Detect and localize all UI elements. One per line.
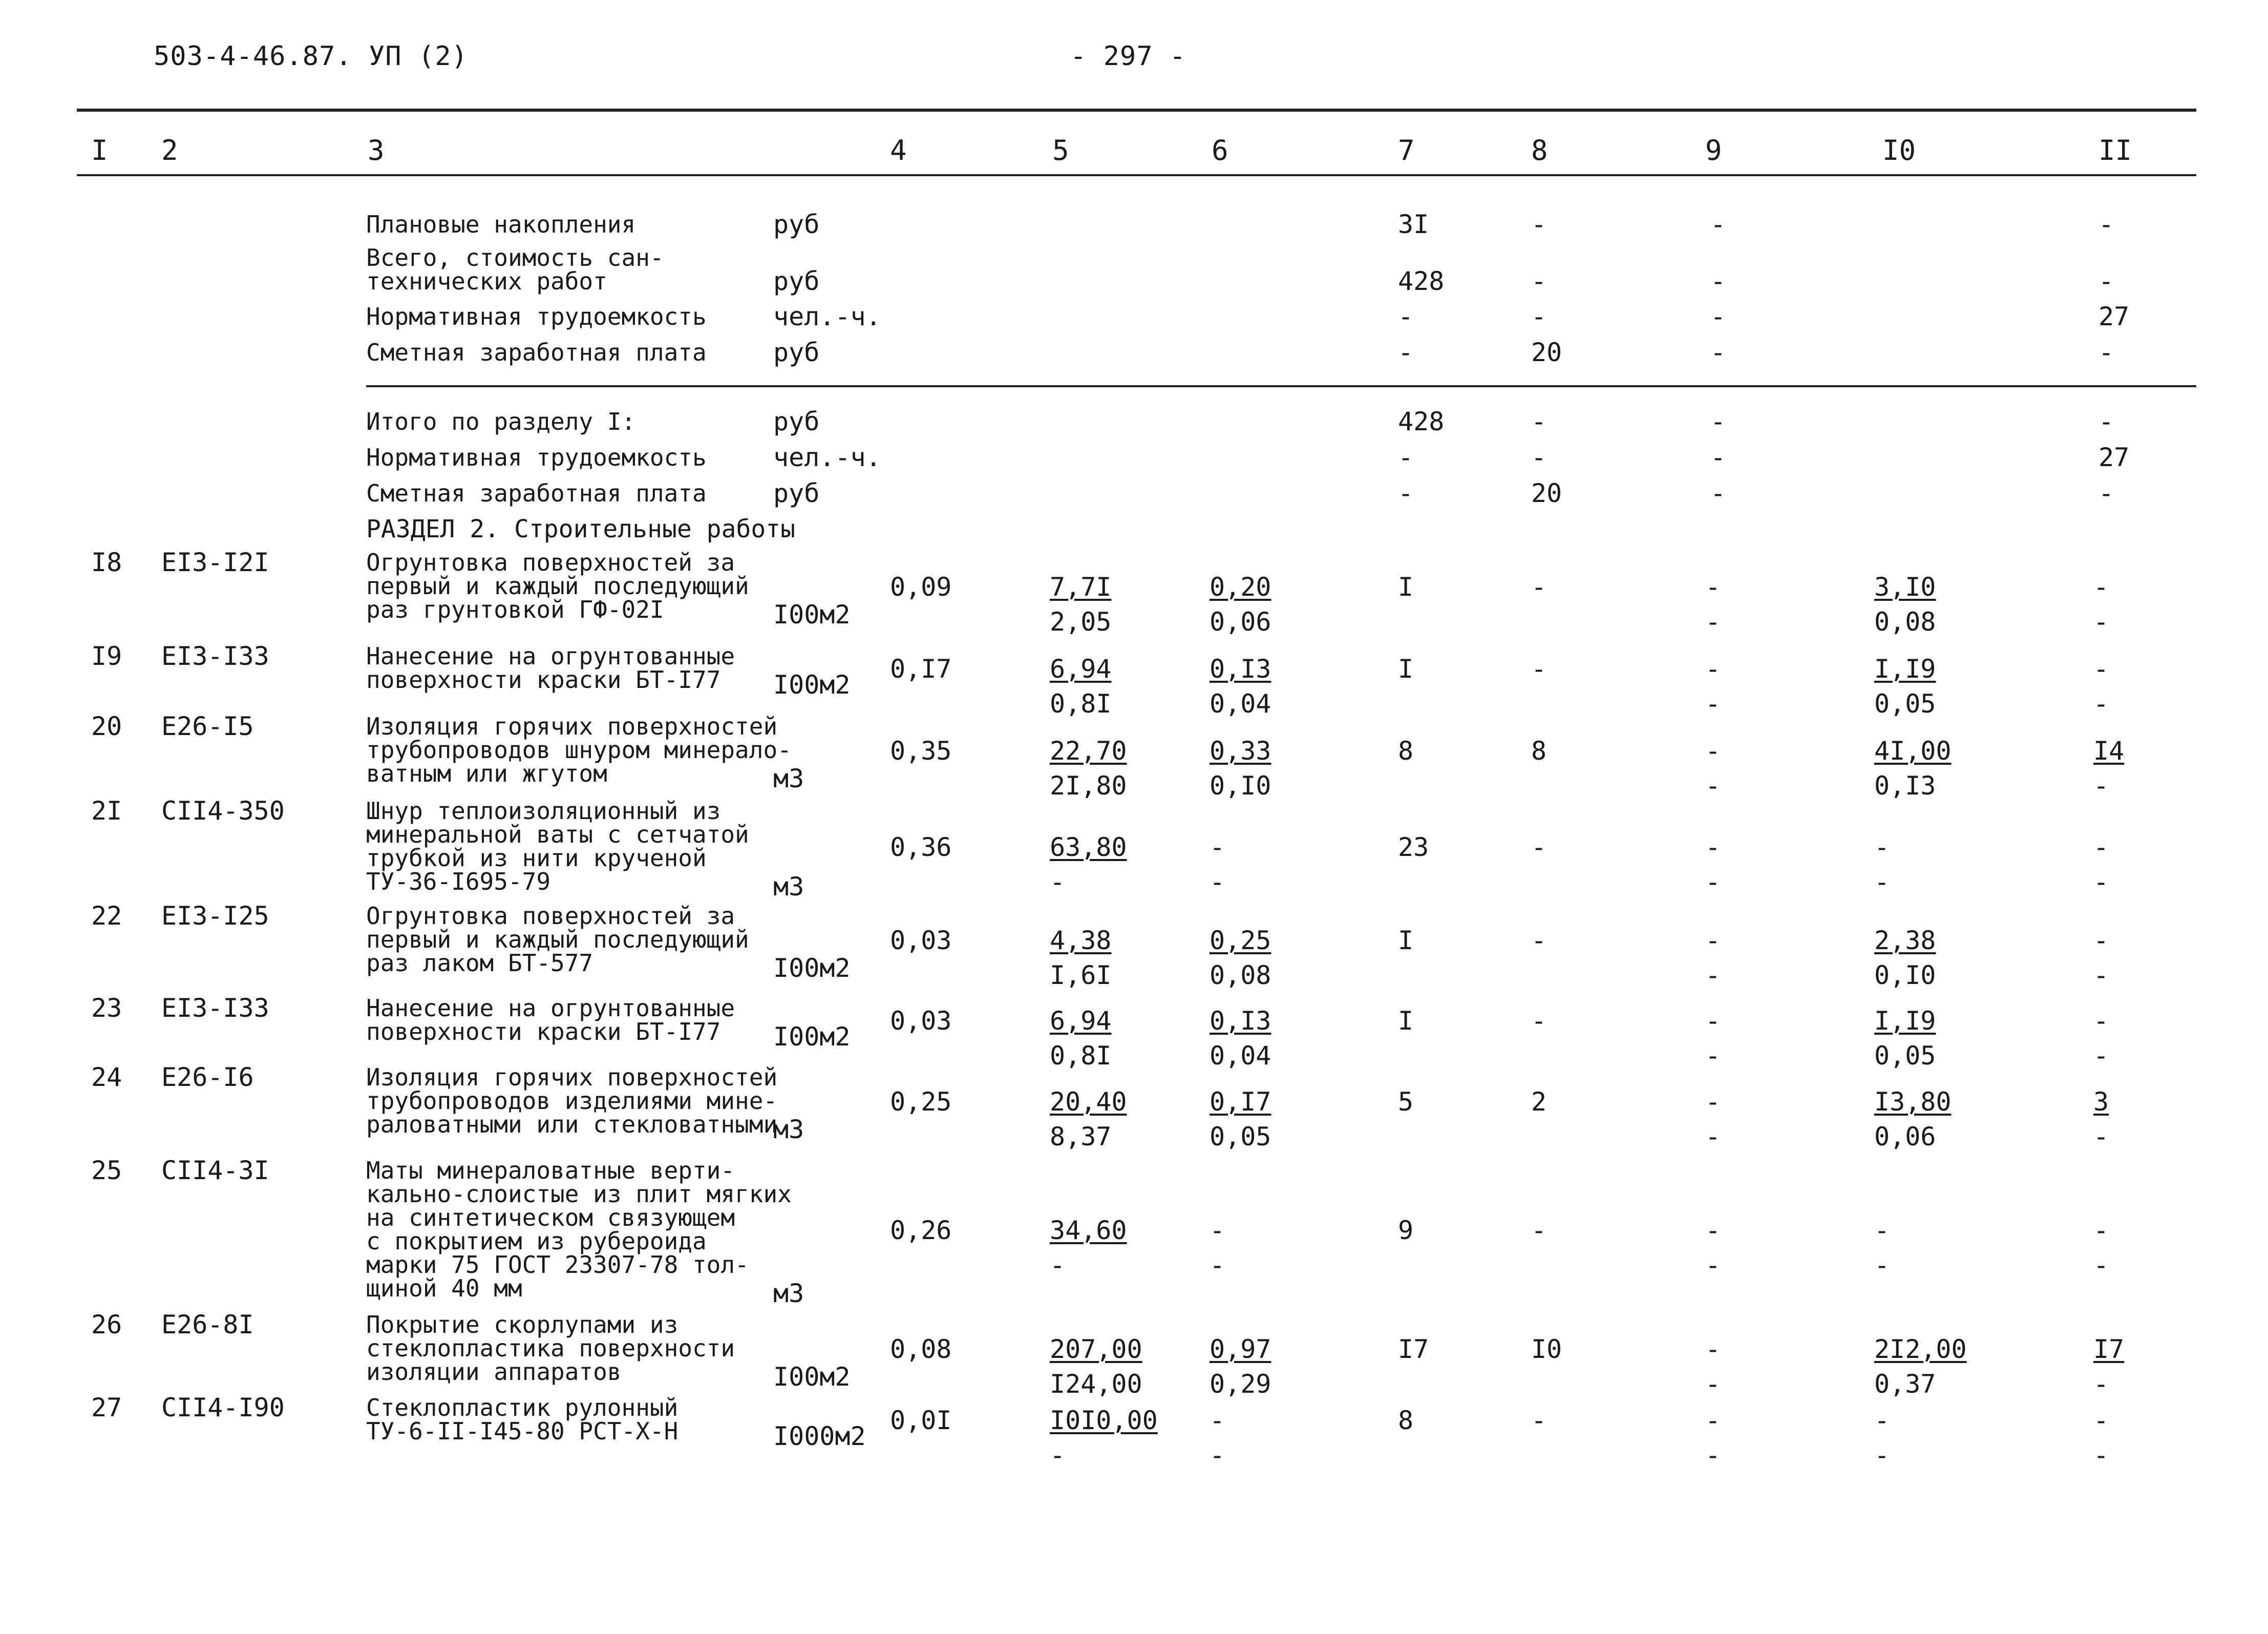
col-header: I [91,134,108,166]
col-header: 7 [1398,134,1415,166]
item-unit-cost-price: 4,38 [1050,926,1112,955]
item-quantity: 0,25 [890,1087,952,1117]
item-unit: м3 [773,764,804,793]
item-unit-cost-wage: - [1050,1250,1066,1280]
item-number: 26 [91,1310,122,1339]
col-header: 8 [1531,134,1548,166]
item-description: Огрунтовка поверхностей за первый и каждый последующий раз лаком БТ-577 [366,902,749,977]
item-quantity: 0,08 [890,1334,952,1364]
item-code: EI3-I25 [161,901,269,931]
item-col9-wage: - [1705,1250,1721,1280]
summary-unit: чел.-ч. [773,302,881,331]
item-code: E26-I6 [161,1062,254,1092]
item-col9-price: - [1705,572,1721,602]
item-labor-total-price: - [2093,572,2109,602]
item-labor-price: 3,I0 [1874,572,1936,602]
col-header: 6 [1212,134,1228,166]
item-code: CII4-I90 [161,1393,285,1422]
item-labor-price: 4I,00 [1874,736,1952,766]
summary-col11: - [2099,338,2114,367]
item-machine-cost-wage: 0,I0 [1210,771,1271,801]
item-unit-cost-wage: 2,05 [1050,607,1112,637]
item-labor-total-wage: - [2093,607,2109,637]
item-machine-cost-price: 0,20 [1210,572,1271,602]
item-labor-price: - [1874,1216,1890,1245]
col-header: 4 [890,134,907,166]
col-header: I0 [1882,134,1916,166]
item-wage-total: - [1531,1216,1547,1245]
item-col9-wage: - [1705,1369,1721,1399]
item-labor-wage: 0,37 [1874,1369,1936,1399]
summary-col9: - [1710,478,1726,508]
item-description: Нанесение на огрунтованные поверхности краски БТ-I77 [366,642,735,694]
item-unit-cost-price: 63,80 [1050,832,1127,862]
item-unit: I00м2 [773,670,851,700]
item-description: Нанесение на огрунтованные поверхности краски БТ-I77 [366,994,735,1045]
item-labor-total-price: - [2093,1006,2109,1036]
summary-col7: 3I [1398,210,1429,239]
item-total-cost: 5 [1398,1087,1414,1117]
item-total-cost: I [1398,654,1414,684]
summary-col11: - [2099,210,2114,239]
summary-col11: - [2099,478,2114,508]
item-col9-price: - [1705,832,1721,862]
item-number: 27 [91,1393,122,1422]
item-labor-total-price: 3 [2093,1087,2109,1117]
item-number: 25 [91,1156,122,1185]
item-labor-total-wage: - [2093,867,2109,897]
col-header: 2 [161,134,178,166]
item-wage-total: 2 [1531,1087,1547,1117]
item-number: 2I [91,796,122,826]
item-unit-cost-wage: - [1050,867,1066,897]
item-labor-total-price: - [2093,832,2109,862]
item-wage-total: - [1531,926,1547,955]
summary-col8: - [1531,266,1547,296]
summary-col9: - [1710,407,1726,436]
item-wage-total: - [1531,1006,1547,1036]
item-labor-total-wage: - [2093,1250,2109,1280]
summary-col8: 20 [1531,478,1562,508]
item-unit-cost-price: 7,7I [1050,572,1112,602]
summary-col11: 27 [2099,302,2130,331]
item-unit-cost-wage: I,6I [1050,960,1112,990]
item-unit-cost-price: 6,94 [1050,1006,1112,1036]
item-wage-total: - [1531,654,1547,684]
col-header: 5 [1052,134,1069,166]
item-labor-total-wage: - [2093,960,2109,990]
col-header: 9 [1705,134,1722,166]
item-labor-total-wage: - [2093,1122,2109,1151]
item-labor-wage: - [1874,1250,1890,1280]
item-description: Шнур теплоизоляционный из минеральной ваты с сетчатой трубкой из нити крученой ТУ-36-I695-79 [366,797,749,895]
item-labor-total-wage: - [2093,1369,2109,1399]
item-unit: I000м2 [773,1421,866,1451]
item-unit: м3 [773,1279,804,1308]
item-col9-wage: - [1705,960,1721,990]
item-machine-cost-wage: 0,06 [1210,607,1271,637]
item-total-cost: I [1398,1006,1414,1036]
item-code: EI3-I2I [161,548,269,577]
item-wage-total: 8 [1531,736,1547,766]
item-labor-total-price: I7 [2093,1334,2125,1364]
item-col9-wage: - [1705,867,1721,897]
summary-col7: - [1398,338,1414,367]
summary-col7: 428 [1398,407,1445,436]
item-labor-total-price: - [2093,926,2109,955]
summary-col7: - [1398,478,1414,508]
item-code: EI3-I33 [161,641,269,671]
item-unit: м3 [773,1115,804,1144]
summary-col7: - [1398,302,1414,331]
summary-col11: 27 [2099,443,2130,472]
item-unit-cost-wage: 2I,80 [1050,771,1127,801]
item-quantity: 0,I7 [890,654,952,684]
item-unit-cost-wage: 8,37 [1050,1122,1112,1151]
item-machine-cost-wage: 0,08 [1210,960,1271,990]
item-quantity: 0,0I [890,1406,952,1435]
item-number: I9 [91,641,122,671]
item-wage-total: - [1531,1406,1547,1435]
item-total-cost: 8 [1398,736,1414,766]
item-number: I8 [91,548,122,577]
summary-col7: - [1398,443,1414,472]
item-total-cost: 9 [1398,1216,1414,1245]
item-code: CII4-350 [161,796,285,826]
item-col9-price: - [1705,1406,1721,1435]
item-total-cost: 23 [1398,832,1429,862]
summary-label: Плановые накопления [366,211,636,238]
item-labor-wage: - [1874,1440,1890,1470]
item-description: Маты минераловатные верти- кально-слоистые из плит мягких на синтетическом связующем с покрытием из рубероида марки 75 ГОСТ 23307-78 тол- щиной 40 мм [366,1157,792,1302]
summary-unit: руб [773,338,820,367]
item-machine-cost-price: - [1210,832,1225,862]
item-labor-price: 2I2,00 [1874,1334,1967,1364]
item-number: 22 [91,901,122,931]
item-labor-price: - [1874,832,1890,862]
item-labor-wage: 0,08 [1874,607,1936,637]
summary-col8: 20 [1531,338,1562,367]
item-col9-price: - [1705,654,1721,684]
item-wage-total: - [1531,572,1547,602]
item-unit: м3 [773,872,804,902]
item-labor-wage: 0,I3 [1874,771,1936,801]
item-quantity: 0,36 [890,832,952,862]
summary-col8: - [1531,210,1547,239]
item-code: EI3-I33 [161,993,269,1023]
item-col9-wage: - [1705,1041,1721,1071]
summary-label: Нормативная трудоемкость [366,444,707,471]
item-col9-wage: - [1705,771,1721,801]
item-labor-price: I,I9 [1874,1006,1936,1036]
item-unit: I00м2 [773,953,851,983]
item-labor-price: 2,38 [1874,926,1936,955]
item-number: 20 [91,711,122,741]
item-unit-cost-price: I0I0,00 [1050,1406,1158,1435]
item-col9-wage: - [1705,1122,1721,1151]
item-machine-cost-price: 0,I3 [1210,1006,1271,1036]
item-quantity: 0,26 [890,1216,952,1245]
item-labor-total-price: - [2093,654,2109,684]
summary-label: Итого по разделу I: [366,408,636,435]
item-labor-total-price: - [2093,1216,2109,1245]
item-unit-cost-wage: 0,8I [1050,1041,1112,1071]
item-number: 24 [91,1062,122,1092]
item-labor-wage: - [1874,867,1890,897]
summary-col9: - [1710,443,1726,472]
item-wage-total: - [1531,832,1547,862]
item-labor-price: - [1874,1406,1890,1435]
item-col9-price: - [1705,926,1721,955]
summary-label: Нормативная трудоемкость [366,303,707,330]
item-machine-cost-price: 0,I3 [1210,654,1271,684]
summary-label: Сметная заработная плата [366,339,707,366]
item-machine-cost-price: - [1210,1216,1225,1245]
summary-unit: руб [773,478,820,508]
item-unit: I00м2 [773,1362,851,1392]
item-labor-total-price: - [2093,1406,2109,1435]
summary-col9: - [1710,266,1726,296]
item-unit-cost-wage: I24,00 [1050,1369,1142,1399]
item-unit: I00м2 [773,1022,851,1052]
item-labor-price: I3,80 [1874,1087,1952,1117]
item-col9-price: - [1705,1334,1721,1364]
item-total-cost: I [1398,572,1414,602]
item-col9-wage: - [1705,689,1721,719]
item-labor-price: I,I9 [1874,654,1936,684]
item-description: Огрунтовка поверхностей за первый и каждый последующий раз грунтовкой ГФ-02I [366,549,749,623]
item-total-cost: 8 [1398,1406,1414,1435]
item-quantity: 0,03 [890,926,952,955]
item-machine-cost-wage: 0,04 [1210,689,1271,719]
summary-col9: - [1710,338,1726,367]
item-labor-wage: 0,I0 [1874,960,1936,990]
summary-unit: руб [773,210,820,239]
item-machine-cost-wage: - [1210,1250,1225,1280]
item-labor-total-price: I4 [2093,736,2125,766]
item-total-cost: I [1398,926,1414,955]
summary-col8: - [1531,443,1547,472]
summary-label: Сметная заработная плата [366,479,707,507]
item-quantity: 0,09 [890,572,952,602]
item-machine-cost-price: 0,25 [1210,926,1271,955]
item-labor-wage: 0,05 [1874,689,1936,719]
col-header: II [2099,134,2132,166]
item-labor-wage: 0,06 [1874,1122,1936,1151]
summary-label: Всего, стоимость сан- технических работ [366,244,664,295]
item-description: Стеклопластик рулонный ТУ-6-II-I45-80 РСТ-Х-Н [366,1394,679,1445]
summary-unit: чел.-ч. [773,443,881,472]
item-machine-cost-wage: - [1210,867,1225,897]
item-machine-cost-wage: 0,04 [1210,1041,1271,1071]
summary-col7: 428 [1398,266,1445,296]
item-machine-cost-wage: 0,29 [1210,1369,1271,1399]
summary-col11: - [2099,407,2114,436]
item-code: E26-8I [161,1310,254,1339]
item-col9-price: - [1705,1006,1721,1036]
item-unit-cost-price: 34,60 [1050,1216,1127,1245]
summary-col11: - [2099,266,2114,296]
summary-unit: руб [773,266,820,296]
doc-code: 503-4-46.87. УП (2) [154,41,468,72]
item-description: Покрытие скорлупами из стеклопластика поверхности изоляции аппаратов [366,1311,735,1386]
item-unit-cost-price: 22,70 [1050,736,1127,766]
summary-col9: - [1710,210,1726,239]
item-description: Изоляция горячих поверхностей трубопроводов изделиями мине- раловатными или стекловатными [366,1063,778,1138]
summary-col8: - [1531,407,1547,436]
item-machine-cost-price: 0,33 [1210,736,1271,766]
item-unit-cost-wage: - [1050,1440,1066,1470]
item-unit-cost-wage: 0,8I [1050,689,1112,719]
item-quantity: 0,35 [890,736,952,766]
item-labor-total-wage: - [2093,689,2109,719]
item-machine-cost-price: 0,I7 [1210,1087,1271,1117]
item-number: 23 [91,993,122,1023]
section-title: РАЗДЕЛ 2. Строительные работы [366,515,796,543]
item-col9-price: - [1705,1087,1721,1117]
item-machine-cost-wage: - [1210,1440,1225,1470]
item-labor-total-wage: - [2093,1041,2109,1071]
item-code: CII4-3I [161,1156,269,1185]
item-labor-total-wage: - [2093,771,2109,801]
item-machine-cost-wage: 0,05 [1210,1122,1271,1151]
item-labor-wage: 0,05 [1874,1041,1936,1071]
summary-col9: - [1710,302,1726,331]
item-description: Изоляция горячих поверхностей трубопроводов шнуром минерало- ватным или жгутом [366,713,792,787]
item-col9-price: - [1705,736,1721,766]
item-machine-cost-price: - [1210,1406,1225,1435]
item-col9-price: - [1705,1216,1721,1245]
item-unit-cost-price: 6,94 [1050,654,1112,684]
item-total-cost: I7 [1398,1334,1429,1364]
item-labor-total-wage: - [2093,1440,2109,1470]
page-number: - 297 - [1070,41,1186,72]
item-machine-cost-price: 0,97 [1210,1334,1271,1364]
col-header: 3 [368,134,385,166]
item-quantity: 0,03 [890,1006,952,1036]
item-code: E26-I5 [161,711,254,741]
item-wage-total: I0 [1531,1334,1562,1364]
summary-unit: руб [773,407,820,436]
item-col9-wage: - [1705,607,1721,637]
item-unit-cost-price: 207,00 [1050,1334,1142,1364]
summary-col8: - [1531,302,1547,331]
item-col9-wage: - [1705,1440,1721,1470]
item-unit-cost-price: 20,40 [1050,1087,1127,1117]
item-unit: I00м2 [773,600,851,630]
